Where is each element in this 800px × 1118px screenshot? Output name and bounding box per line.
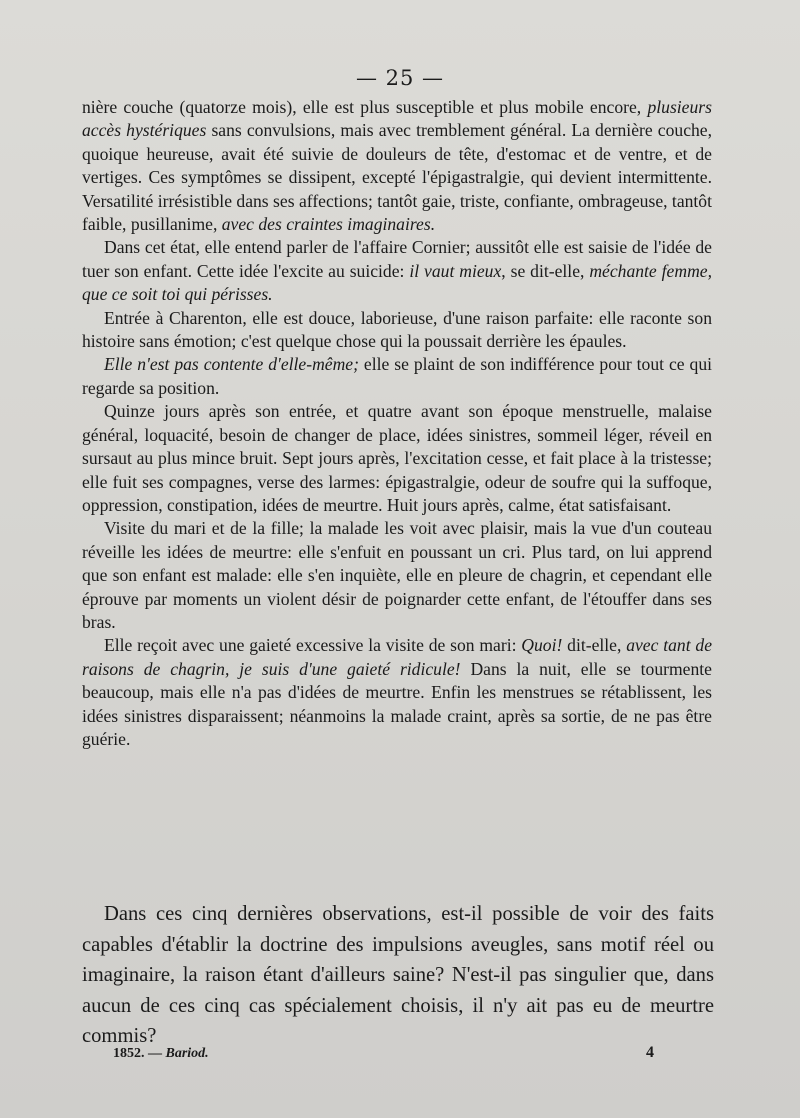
footer-signature [113, 1046, 209, 1062]
conclusion-paragraph [82, 899, 714, 1052]
text-run: elle se plaint de son indifférence pour tout ce qui regarde sa position. [82, 354, 712, 398]
italic-run: Elle n'est pas contente d'elle-même; [104, 354, 359, 375]
italic-run: avec des craintes imaginaires. [221, 214, 436, 235]
paragraph [82, 307, 712, 354]
sheet-number: 4 [646, 1044, 654, 1061]
italic-run: avec tant de raisons de chagrin, je suis d'une gaieté ridicule! [82, 635, 713, 679]
text-run: Entrée à Charenton, elle est douce, laborieuse, d'une raison parfaite: elle raconte son histoire sans émotion; c'est quelque chose qui la poussait derrière les épaules. [82, 307, 712, 352]
text-run: Dans cet état, elle entend parler de l'affaire Cornier; aussitôt elle est saisie de l'idée de tuer son enfant. Cette idée l'excite au suicide: [82, 237, 712, 281]
paragraph [82, 353, 712, 400]
italic-run: il vaut mieux [409, 260, 502, 281]
text-run: dit-elle, [562, 635, 627, 656]
paragraph [82, 400, 712, 517]
body-text [82, 96, 712, 751]
text-run: , se dit-elle, [501, 260, 590, 281]
text-run: sans convulsions, mais avec tremblement général. La dernière couche, quoique heureuse, avait été suivie de douleurs de tête, d'estomac et de ventre, et de vertiges. Ces symptômes se dissipent, excepté l'épigastralgie, qui devient intermittente. Versatilité irrésistible dans ses affections; tantôt gaie, triste, confiante, ombrageuse, tantôt faible, pusillanime, [82, 120, 713, 235]
paragraph [82, 634, 712, 751]
page-number: — 25 — [355, 66, 445, 90]
text-run: Dans la nuit, elle se tourmente beaucoup, mais elle n'a pas d'idées de meurtre. Enfin les menstrues se rétablissent, les idées sinistres disparaissent; néanmoins la malade craint, après sa sortie, de ne pas être guérie. [82, 658, 712, 749]
text-run: Visite du mari et de la fille; la malade les voit avec plaisir, mais la vue d'un couteau réveille les idées de meurtre: elle s'enfuit en poussant un cri. Plus tard, on lui apprend que son enfant est malade: elle s'en inquiète, elle en pleure de chagrin, et cependant elle éprouve par moments un violent désir de poignarder cette enfant, de l'étouffer dans ses bras. [82, 518, 712, 632]
italic-run: méchante femme, que ce soit toi qui périsses. [82, 260, 712, 305]
text-run: Elle reçoit avec une gaieté excessive la visite de son mari: [104, 635, 522, 656]
italic-run: Quoi! [521, 635, 563, 656]
text-run: Quinze jours après son entrée, et quatre avant son époque menstruelle, malaise général, loquacité, besoin de changer de place, idées sinistres, sommeil léger, réveil en sursaut au plus mince bruit. Sept jours après, l'excitation cesse, et fait place à la tristesse; elle fuit ses compagnes, verse des larmes: épigastralgie, odeur de soufre qui la suffoque, oppression, constipation, idées de meurtre. Huit jours après, calme, état satisfaisant. [82, 401, 712, 515]
text-run: nière couche (quatorze mois), elle est plus susceptible et plus mobile encore, [82, 97, 648, 117]
italic-run: plusieurs accès hystériques [82, 97, 712, 141]
conclusion-text: Dans ces cinq dernières observations, est-il possible de voir des faits capables d'établir la doctrine des impulsions aveugles, sans motif réel ou imaginaire, la raison étant d'ailleurs saine? N'est-il pas singulier que, dans aucun de ces cinq cas spécialement choisis, il n'y ait pas eu de meurtre commis? [82, 903, 714, 1048]
footer-dash: — [144, 1046, 166, 1061]
paragraph [82, 517, 712, 634]
paragraph [82, 236, 712, 306]
footer-year: 1852. [113, 1046, 145, 1061]
paragraph [82, 96, 712, 236]
footer-author: Bariod. [165, 1046, 209, 1061]
